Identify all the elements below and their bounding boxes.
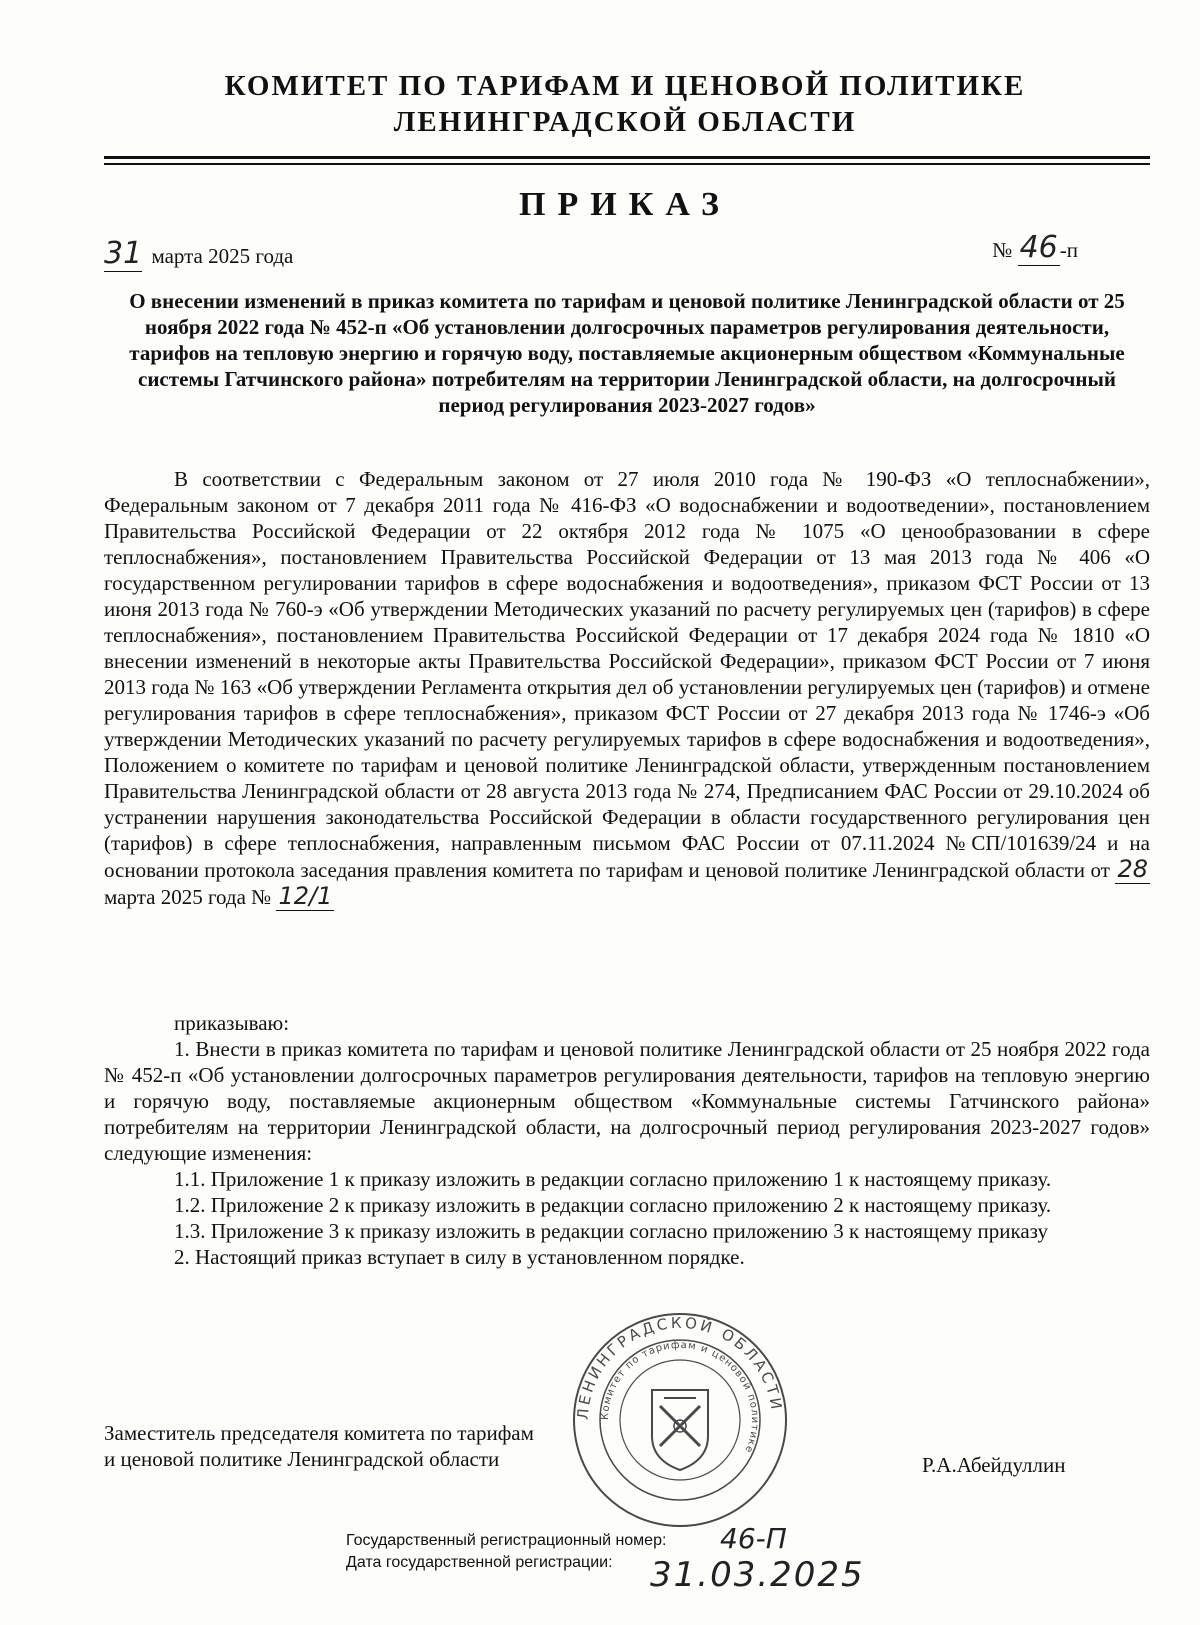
order-section bbox=[104, 1010, 1150, 1270]
stamp-inner-text: Комитет по тарифам и ценовой политике bbox=[599, 1339, 761, 1455]
handwritten-protocol-number: 12/1 bbox=[278, 882, 333, 910]
date-month-year: марта 2025 года bbox=[151, 244, 294, 268]
header-divider-thin bbox=[104, 163, 1150, 165]
order-item-1-3: 1.3. Приложение 3 к приказу изложить в редакции согласно приложению 3 к настоящему приказу bbox=[174, 1219, 1049, 1243]
handwritten-number: 46 bbox=[1019, 230, 1058, 265]
order-number bbox=[992, 230, 1078, 266]
header-divider-thick bbox=[104, 156, 1150, 159]
signatory-position-line-2: и ценовой политике Ленинградской области bbox=[104, 1447, 500, 1471]
order-subject: О внесении изменений в приказ комитета по тарифам и ценовой политике Ленинградской области от 25 ноября 2022 года № 452-п «Об установлении долгосрочных параметров регулирования деятельности, тарифов на тепловую энергию и горячую воду, поставляемые акционерным обществом «Коммунальные системы Гатчинского района» потребителям на территории Ленинградской области, на долгосрочный период регулирования 2023-2027 годов» bbox=[129, 289, 1125, 417]
issuer-line-2: ЛЕНИНГРАДСКОЙ ОБЛАСТИ bbox=[393, 106, 857, 138]
handwritten-protocol-day: 28 bbox=[1117, 855, 1148, 883]
order-item-1-2: 1.2. Приложение 2 к приказу изложить в редакции согласно приложению 2 к настоящему приказу. bbox=[174, 1193, 1052, 1217]
registration-number-handwritten: 46-П bbox=[720, 1522, 787, 1555]
signatory-name: Р.А.Абейдуллин bbox=[922, 1453, 1066, 1477]
number-prefix: № bbox=[992, 238, 1013, 262]
order-item-1-1: 1.1. Приложение 1 к приказу изложить в редакции согласно приложению 1 к настоящему приказу. bbox=[174, 1167, 1052, 1191]
coat-of-arms-icon bbox=[652, 1390, 708, 1470]
document-type-title: ПРИКАЗ bbox=[519, 186, 731, 223]
signatory-position-line-1: Заместитель председателя комитета по тарифам bbox=[104, 1421, 534, 1445]
protocol-date-rest: марта 2025 года № bbox=[104, 885, 272, 909]
order-date bbox=[104, 236, 293, 272]
handwritten-day: 31 bbox=[104, 236, 143, 271]
registration-date-handwritten: 31.03.2025 bbox=[650, 1555, 865, 1595]
preamble-text: В соответствии с Федеральным законом от 27 июля 2010 года № 190-ФЗ «О теплоснабжении», Федеральным законом от 7 декабря 2011 года № 416-ФЗ «О водоснабжении и водоотведении», постановлением Правительства Российской Федерации от 22 октября 2012 года № 1075 «О ценообразовании в сфере теплоснабжения», постановлением Правительства Российской Федерации от 13 мая 2013 года № 406 «О государственном регулировании тарифов в сфере водоснабжения и водоотведения», приказом ФСТ России от 13 июня 2013 года № 760-э «Об утверждении Методических указаний по расчету регулируемых цен (тарифов) в сфере теплоснабжения», постановлением Правительства Российской Федерации от 17 декабря 2024 года № 1810 «О внесении изменений в некоторые акты Правительства Российской Федерации», приказом ФСТ России от 7 июня 2013 года № 163 «Об утверждении Регламента открытия дел об установлении регулируемых цен (тарифов) и отмене регулирования тарифов в сфере теплоснабжения», приказом ФСТ России от 27 декабря 2013 года № 1746-э «Об утверждении Методических указаний по расчету регулируемых тарифов в сфере водоснабжения и водоотведения», Положением о комитете по тарифам и ценовой политике Ленинградской области, утвержденным постановлением Правительства Ленинградской области от 28 августа 2013 года № 274, Предписанием ФАС России от 29.10.2024 об устранении нарушения законодательства Российской Федерации в области государственного регулирования цен (тарифов) в сфере теплоснабжения, направленным письмом ФАС России от 07.11.2024 №СП/101639/24 и на основании протокола заседания правления комитета по тарифам и ценовой политике Ленинградской области от bbox=[104, 467, 1150, 882]
preamble-paragraph bbox=[104, 466, 1150, 910]
issuer-header bbox=[100, 68, 1150, 140]
official-seal-stamp bbox=[570, 1310, 790, 1530]
registration-number-label: Государственный регистрационный номер: bbox=[346, 1532, 667, 1549]
number-suffix: -п bbox=[1059, 238, 1078, 262]
issuer-line-1: КОМИТЕТ ПО ТАРИФАМ И ЦЕНОВОЙ ПОЛИТИКЕ bbox=[224, 70, 1026, 102]
order-item-1: 1. Внести в приказ комитета по тарифам и ценовой политике Ленинградской области от 25 ноября 2022 года № 452-п «Об установлении долгосрочных параметров регулирования деятельности, тарифов на тепловую энергию и горячую воду, поставляемые акционерным обществом «Коммунальные системы Гатчинского района» потребителям на территории Ленинградской области, на долгосрочный период регулирования 2023-2027 годов» следующие изменения: bbox=[104, 1037, 1150, 1165]
stamp-outer-text: ЛЕНИНГРАДСКОЙ ОБЛАСТИ bbox=[573, 1313, 786, 1421]
registration-block bbox=[346, 1530, 666, 1574]
signatory-position bbox=[104, 1420, 534, 1472]
order-item-2: 2. Настоящий приказ вступает в силу в установленном порядке. bbox=[174, 1245, 745, 1269]
order-lead: приказываю: bbox=[174, 1011, 290, 1035]
registration-date-label: Дата государственной регистрации: bbox=[346, 1554, 613, 1571]
